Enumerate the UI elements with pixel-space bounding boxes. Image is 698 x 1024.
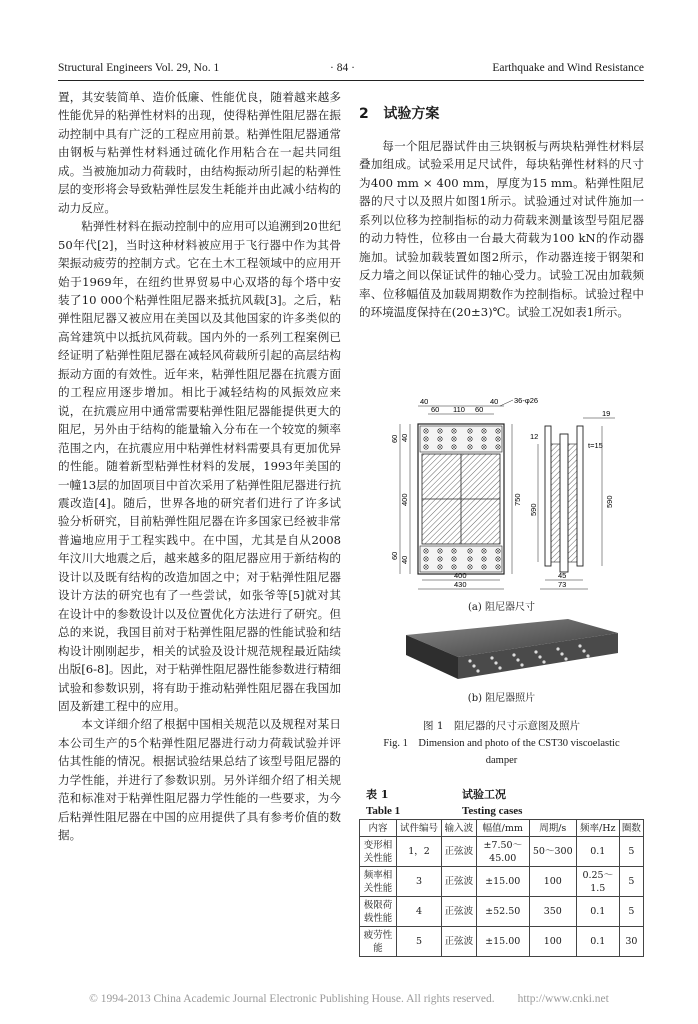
dim-40-left-top: 40 xyxy=(400,433,409,442)
section-name: Earthquake and Wind Resistance xyxy=(492,62,644,74)
col-header: 圈数 xyxy=(619,820,643,837)
photo-hole xyxy=(520,663,523,666)
dim-45: 45 xyxy=(558,571,567,580)
dim-590-side-right: 590 xyxy=(605,495,614,508)
table-cell: 正弦波 xyxy=(442,927,477,957)
table-cell: 3 xyxy=(397,867,442,897)
figure-caption-en-cont: damper xyxy=(485,755,518,766)
col-header: 内容 xyxy=(360,820,397,837)
table-cell: ±15.00 xyxy=(476,927,529,957)
photo-hole xyxy=(498,666,501,669)
dim-60-top-right: 60 xyxy=(475,405,484,414)
dim-400-bottom: 400 xyxy=(454,571,467,580)
col-header: 输入波 xyxy=(442,820,477,837)
table-cell: 50～300 xyxy=(529,837,576,867)
figure-1-caption xyxy=(359,718,644,769)
figure-caption-en: Fig. 1 Dimension and photo of the CST30 viscoelastic xyxy=(383,738,620,749)
col-header: 试件编号 xyxy=(397,820,442,837)
hole-spec-label: 36-φ26 xyxy=(514,396,539,405)
header-rule xyxy=(58,80,644,81)
dim-12: 12 xyxy=(530,432,539,441)
table-cell: 变形相关性能 xyxy=(360,837,397,867)
dim-thickness: t=15 xyxy=(588,441,603,450)
photo-hole xyxy=(582,649,585,652)
side-view-center-plate xyxy=(560,434,568,572)
side-view-layer-left xyxy=(550,444,560,562)
photo-hole xyxy=(556,647,559,650)
bottom-flange xyxy=(420,546,502,572)
damper-dimension-drawing xyxy=(380,396,625,594)
testing-cases-table xyxy=(359,819,644,957)
photo-hole xyxy=(476,669,479,672)
photo-hole xyxy=(516,658,519,661)
dim-750: 750 xyxy=(513,493,522,506)
photo-hole xyxy=(560,652,563,655)
table-cell: 350 xyxy=(529,897,576,927)
left-column xyxy=(58,88,341,845)
photo-hole xyxy=(512,653,515,656)
table-cell: ±52.50 xyxy=(476,897,529,927)
table-cell: 30 xyxy=(619,927,643,957)
dim-40-top-left: 40 xyxy=(420,397,429,406)
photo-hole xyxy=(534,650,537,653)
table-cell: 1，2 xyxy=(397,837,442,867)
dim-60-top-left: 60 xyxy=(431,405,440,414)
table-cell: 正弦波 xyxy=(442,897,477,927)
col-header: 频率/Hz xyxy=(576,820,619,837)
table-cell: 正弦波 xyxy=(442,837,477,867)
dim-40-left-bottom: 40 xyxy=(400,555,409,564)
table-cell: 疲劳性能 xyxy=(360,927,397,957)
page-number: · 84 · xyxy=(330,62,355,74)
dim-400-left: 400 xyxy=(400,493,409,506)
table-cell: ±7.50～45.00 xyxy=(476,837,529,867)
table-cell: 4 xyxy=(397,897,442,927)
table-cell: 正弦波 xyxy=(442,867,477,897)
paragraph-test-plan: 每一个阻尼器试件由三块钢板与两块粘弹性材料层叠加组成。试验采用足尺试件，每块粘弹性材料的尺寸为400 mm × 400 mm，厚度为15 mm。粘弹性阻尼器的尺寸以及照片如图1所示。试验通过对试件施加一系列以位移为控制指标的动力荷载来测量该型号阻尼器的动力特性，位移由一台最大荷载为100 kN的作动器施加。试验加载装置如图2所示，作动器连接于钢架和反力墙之间以保证试件的轴心受力。试验工况由加载频率、位移幅值及加载周期数作为控制指标。试验过程中的环境温度保持在(20±3)℃。试验工况如表1所示。 xyxy=(359,139,644,320)
table-cell: 0.25～1.5 xyxy=(576,867,619,897)
photo-hole xyxy=(578,644,581,647)
col-header: 周期/s xyxy=(529,820,576,837)
running-header xyxy=(58,62,644,80)
table-row xyxy=(360,927,644,957)
paragraph-history: 粘弹性材料在振动控制中的应用可以追溯到20世纪50年代[2]，当时这种材料被应用于飞行器中作为其骨架振动疲劳的控制方式。它在土木工程领域中的应用开始于1969年，在纽约世界贸易中心双塔的每个塔中安装了10 000个粘弹性阻尼器来抵抗风载[3]。之后，粘弹性阻尼器又被应用在美国以及其他国家的许多类似的高耸建筑中以抵抗风荷载。国内外的一系列工程案例已经证明了粘弹性阻尼器在减轻风荷载所引起的高层结构振动方面的有效性。近年来，粘弹性阻尼器在抗震方面的工程应用逐步增加。相比于减轻结构的风振效应来说，在抗震应用中通常需要粘弹性阻尼器能提供更大的阻尼，另外由于结构的能量输入分布在一个较宽的频率范围之内，在抗震应用中粘弹性材料需要具有更加优异的性能。随着新型粘弹性材料的发展，1993年美国的一幢13层的加固项目中首次采用了粘弹性阻尼器进行抗震改造[4]。随后，世界各地的研究者们进行了许多试验分析研究，目前粘弹性阻尼器在许多国家已经被非常普遍地应用于工程实践中。在中国，尤其是自从2008年汶川大地震之后，越来越多的阻尼器应用于新结构的设计以及既有结构的改造加固之中；对于粘弹性阻尼器设计方法的研究也有了一些尝试，如张爷等[5]就对其在设计中的参数设计以及位置优化方法进行了研究。但总的来说，我国目前对于粘弹性阻尼器的性能试验和结构设计刚刚起步，相关的试验及设计规范规程最近陆续出版[6-8]。因此，对于粘弹性阻尼器性能参数进行精细试验和参数识别，将有助于推动粘弹性阻尼器在我国加固及新建工程中的应用。 xyxy=(58,219,341,713)
paragraph-scope: 本文详细介绍了根据中国相关规范以及规程对某日本公司生产的5个粘弹性阻尼器进行动力荷载试验并评估其性能的情况。根据试验结果总结了该型号阻尼器的力学性能，并进行了参数识别。另外详细介绍了相关规范和标准对于粘弹性阻尼器力学性能的一些要求，为今后粘弹性阻尼器在中国的应用提供了具有参考价值的数据。 xyxy=(58,717,341,843)
dim-60-left-bottom: 60 xyxy=(390,551,399,560)
table-cell: 0.1 xyxy=(576,897,619,927)
section-number: 2 xyxy=(359,106,369,122)
table-cell: 100 xyxy=(529,927,576,957)
figure-1a-caption: (a) 阻尼器尺寸 xyxy=(468,602,535,613)
dim-19: 19 xyxy=(602,409,611,418)
paragraph-continued: 置，其安装简单、造价低廉、性能优良，随着越来越多性能优异的粘弹性材料的出现，使得粘弹性阻尼器在振动控制中具有广泛的工程应用前景。粘弹性阻尼器通常由钢板与粘弹性材料通过硫化作用粘合在一起共同组成。当被施加动力荷载时，由结构振动所引起的粘弹性层的变形将会导致粘弹性层发生耗能并由此减小结构的动力反应。 xyxy=(58,90,341,215)
table-cell: 0.1 xyxy=(576,927,619,957)
table-cell: 频率相关性能 xyxy=(360,867,397,897)
section-heading xyxy=(359,103,439,123)
copyright-footer: © 1994-2013 China Academic Journal Electronic Publishing House. All rights reserved. http://www.cnki.net xyxy=(89,993,609,1005)
table-row xyxy=(360,897,644,927)
right-column xyxy=(359,137,644,322)
table-cell: 0.1 xyxy=(576,837,619,867)
table-cell: ±15.00 xyxy=(476,867,529,897)
section-title: 试验方案 xyxy=(383,106,440,122)
dim-590-side-left: 590 xyxy=(529,503,538,516)
table-1-caption xyxy=(366,786,644,820)
photo-hole xyxy=(542,660,545,663)
dim-73: 73 xyxy=(558,580,567,589)
table-label-cn: 表 1 xyxy=(366,788,389,801)
dim-60-left-top: 60 xyxy=(390,434,399,443)
top-flange xyxy=(420,426,502,452)
figure-1b-caption: (b) 阻尼器照片 xyxy=(467,693,536,704)
dim-40-top-right: 40 xyxy=(490,397,499,406)
table-cell: 5 xyxy=(397,927,442,957)
photo-hole xyxy=(490,656,493,659)
side-view-layer-right xyxy=(568,444,578,562)
dim-110-top: 110 xyxy=(453,405,465,414)
table-cell: 5 xyxy=(619,897,643,927)
figure-caption-cn: 图 1 阻尼器的尺寸示意图及照片 xyxy=(422,720,581,732)
photo-hole xyxy=(586,654,589,657)
table-title-en: Testing cases xyxy=(462,805,523,817)
table-label-en: Table 1 xyxy=(366,805,401,817)
table-cell: 100 xyxy=(529,867,576,897)
photo-hole xyxy=(564,657,567,660)
table-row xyxy=(360,867,644,897)
col-header: 幅值/mm xyxy=(476,820,529,837)
photo-hole xyxy=(538,655,541,658)
table-cell: 5 xyxy=(619,837,643,867)
table-row xyxy=(360,837,644,867)
photo-hole xyxy=(468,659,471,662)
damper-photo xyxy=(400,613,625,695)
photo-hole xyxy=(472,664,475,667)
photo-hole xyxy=(494,661,497,664)
journal-name: Structural Engineers Vol. 29, No. 1 xyxy=(58,62,220,74)
table-header-row xyxy=(360,820,644,837)
dim-430-bottom: 430 xyxy=(454,580,467,589)
table-cell: 5 xyxy=(619,867,643,897)
table-cell: 极限荷载性能 xyxy=(360,897,397,927)
table-title-cn: 试验工况 xyxy=(462,788,506,801)
